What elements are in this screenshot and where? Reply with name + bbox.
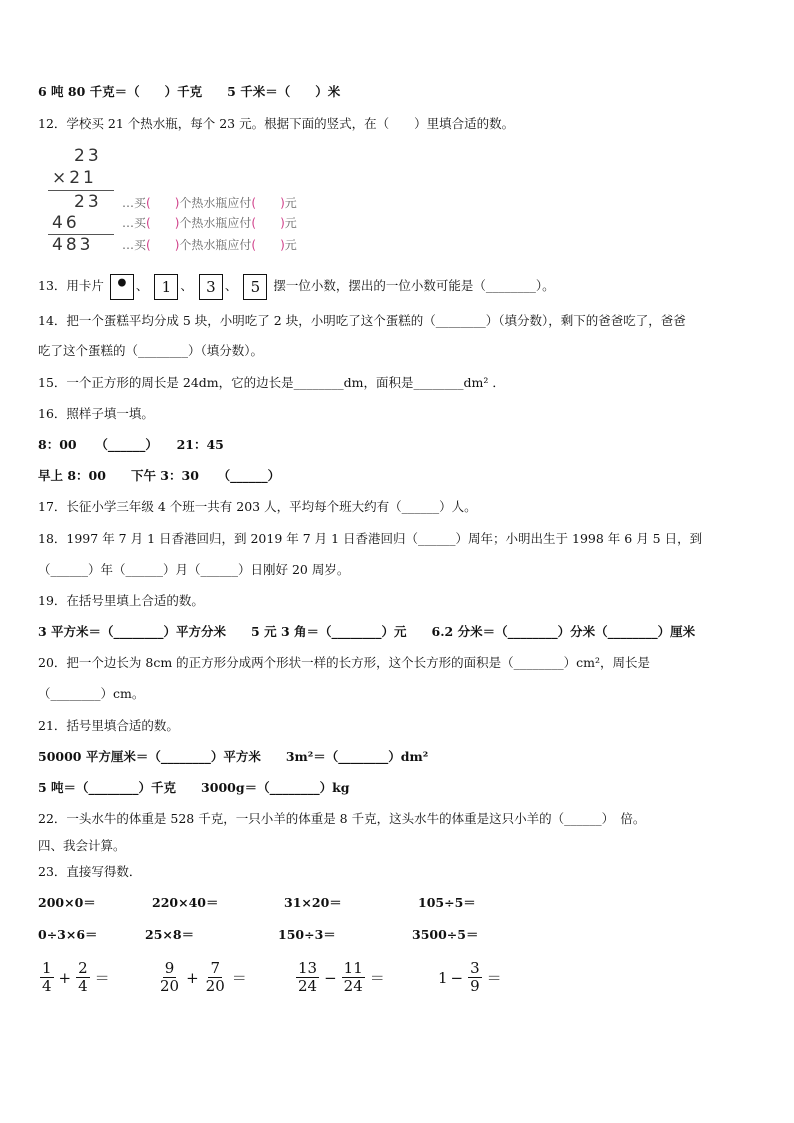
fraction: 13 24 [298,959,318,995]
q16-line1: 8：00 （______） 21：45 [38,437,224,452]
note-prefix: …买 [122,238,147,252]
note-suffix: 元 [284,238,297,252]
note-blank: ( ) [251,238,285,252]
vm-rule-1 [48,190,114,191]
calc-item: 25×8＝ [145,927,195,942]
section-title: 四、我会计算。 [38,838,126,853]
operator: − [450,968,464,987]
separator: 、 [180,278,193,293]
q12-text: 12．学校买 21 个热水瓶，每个 23 元。根据下面的竖式，在（ ）里填合适的数。 [38,116,515,131]
whole-number: 1 [438,968,448,987]
fraction-expr [294,960,388,995]
q21-line1: 50000 平方厘米＝（________）平方米 3m²＝（________）dm² [38,749,429,764]
calc-item: 31×20＝ [284,895,342,910]
equals: ＝ [486,969,502,987]
equals: ＝ [231,969,247,987]
note-blank: ( ) [251,196,285,210]
note-prefix: …买 [122,196,147,210]
vm-row-multiplicand: 23 [74,146,102,166]
q16-title: 16．照样子填一填。 [38,406,154,421]
fraction: $\frac{2}{4}$ [78,959,88,995]
calc-item: 3500÷5＝ [412,927,479,942]
note-blank: ( ) [146,216,180,230]
note-blank: ( ) [146,196,180,210]
note-suffix: 元 [284,196,297,210]
q14-line2: 吃了这个蛋糕的（________）（填分数）。 [38,343,264,358]
q19-title: 19．在括号里填上合适的数。 [38,593,204,608]
note-mid: 个热水瓶应付 [179,238,252,252]
q11-unit-conversion: 6 吨 80 千克＝（ ）千克 5 千米＝（ ）米 [38,84,341,99]
fraction-expr [38,960,113,995]
operator: + [186,968,199,987]
calc-item: 200×0＝ [38,895,96,910]
q18-line1: 18．1997 年 7 月 1 日香港回归，到 2019 年 7 月 1 日香港回归（______）周年；小明出生于 1998 年 6 月 5 日，到 [38,531,703,546]
note-suffix: 元 [284,216,297,230]
vm-row-partial-2: 46 [52,213,80,233]
operator: − [324,968,337,987]
q15-text: 15．一个正方形的周长是 24dm，它的边长是________dm，面积是________dm² ． [38,375,505,390]
fraction-row [0,960,794,1004]
vm-row-partial-1: 23 [74,192,102,212]
q13-line [38,272,555,300]
card-decimal-point: • [110,274,134,300]
vm-note-2 [122,214,297,231]
q21-title: 21．括号里填合适的数。 [38,718,179,733]
vertical-multiplication [44,146,374,255]
card-3: 3 [199,274,223,300]
q22-text: 22．一头水牛的体重是 528 千克，一只小羊的体重是 8 千克，这头水牛的体重是这只小羊的（______） 倍。 [38,811,646,826]
vm-note-1 [122,194,297,211]
q23-title: 23．直接写得数． [38,864,142,879]
separator: 、 [224,278,238,293]
note-blank: ( ) [146,238,180,252]
calc-item: 150÷3＝ [278,927,336,942]
equals: ＝ [94,969,110,987]
separator: 、 [135,278,149,293]
note-mid: 个热水瓶应付 [179,216,252,230]
vm-row-product: 483 [52,235,94,255]
operator: + [58,968,72,987]
q16-line2: 早上 8：00 下午 3：30 （______） [38,468,281,483]
calc-item: 220×40＝ [152,895,219,910]
card-1: 1 [154,274,178,300]
vm-note-3 [122,236,297,253]
q19-line1: 3 平方米＝（________）平方分米 5 元 3 角＝（________）元 6.2 分米＝（________）分米（________）厘米 [38,624,696,639]
fraction: 9 20 [160,959,180,995]
calc-item: 0÷3×6＝ [38,927,98,942]
q17-text: 17．长征小学三年级 4 个班一共有 203 人，平均每个班大约有（______）人。 [38,499,477,514]
fraction: $\frac{3}{9}$ [470,959,480,995]
q20-line2: （________）cm。 [38,686,145,701]
fraction-expr [156,960,250,995]
vm-row-multiplier: ×21 [52,168,97,188]
q20-line1: 20．把一个边长为 8cm 的正方形分成两个形状一样的长方形，这个长方形的面积是（________）cm²，周长是 [38,655,651,670]
q13-suffix: 摆一位小数，摆出的一位小数可能是（________）。 [273,278,555,293]
q13-prefix: 13．用卡片 [38,278,104,293]
note-blank: ( ) [251,216,285,230]
fraction: 1 4 [42,959,52,995]
q14-line1: 14．把一个蛋糕平均分成 5 块，小明吃了 2 块，小明吃了这个蛋糕的（________）（填分数），剩下的爸爸吃了，爸爸 [38,313,686,328]
fraction: $\frac{7}{20}$ [205,959,225,995]
q18-line2: （______）年（______）月（______）日刚好 20 周岁。 [38,562,350,577]
equals: ＝ [369,969,385,987]
note-prefix: …买 [122,216,147,230]
card-5: 5 [243,274,267,300]
fraction-expr [438,960,505,995]
q21-line2: 5 吨＝（________）千克 3000g＝（________）kg [38,780,350,795]
calc-item: 105÷5＝ [418,895,476,910]
note-mid: 个热水瓶应付 [179,196,252,210]
fraction: $\frac{11}{24}$ [343,959,363,995]
